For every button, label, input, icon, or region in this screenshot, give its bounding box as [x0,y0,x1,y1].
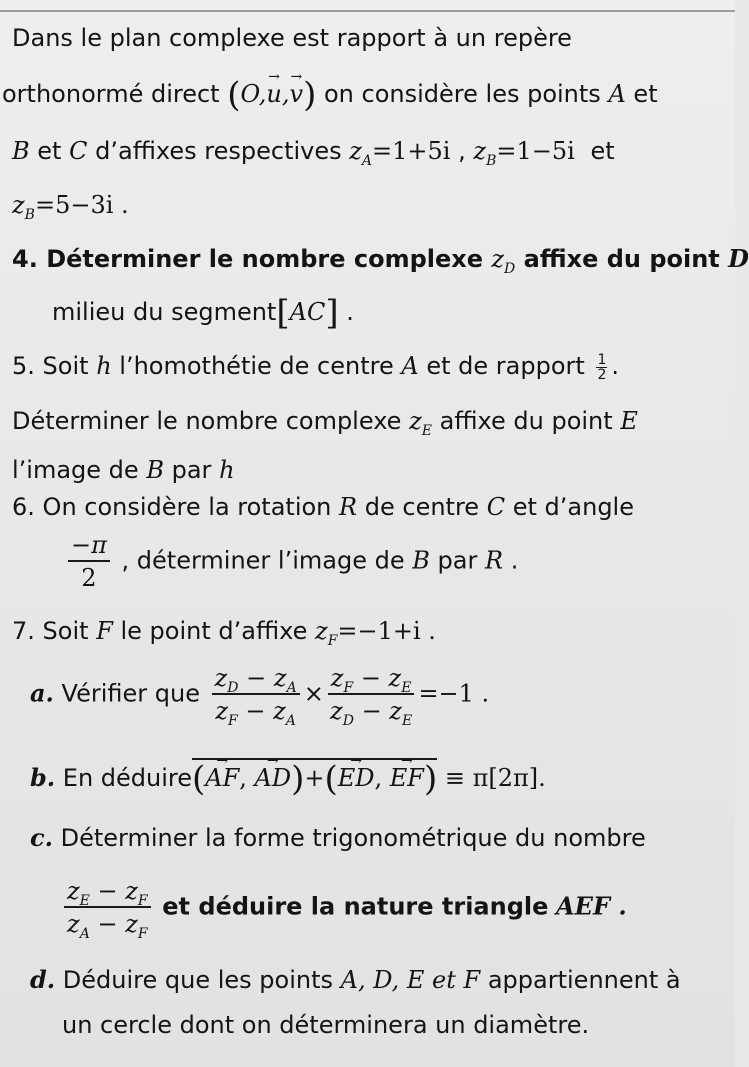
question-number: 4. [12,245,38,273]
question-4-line-1 [12,244,749,277]
vector-u: → u [266,80,281,108]
homothety-h: h [219,456,235,484]
question-text: affixe du point [523,245,720,273]
question-text: un cercle dont on déterminera un diamètre. [62,1011,590,1039]
question-text: Déterminer la forme trigonométrique du nombre [60,824,646,852]
point-F: F [463,966,481,994]
question-number: 5. [12,352,35,380]
question-7b [30,758,546,799]
question-text: l’image de [12,456,139,484]
point-C: C [486,493,506,521]
question-5-line-1: 5. Soit h l’homothétie de centre A et de rapport $\frac{1}{2}$ . [12,351,619,383]
question-text: et de rapport [426,352,585,380]
vector-AD: → AD [255,764,292,792]
question-7c-line-1 [30,824,646,852]
intro-text: on considère les points [324,80,601,108]
question-7d-line-1 [30,966,681,994]
question-text: le point d’affixe [120,617,308,645]
points-list: A, D, E [340,966,425,994]
question-text: Déterminer le nombre complexe [12,407,402,435]
question-6-line-1 [12,493,634,521]
vector-AF: → AF [205,764,239,792]
point-B: B [12,137,30,165]
origin-label: O [240,80,259,108]
sub-question-label: d. [30,965,56,994]
sub-question-label: c. [30,823,53,852]
point-A: A [608,80,626,108]
affix-zD: $z_D$ [491,245,516,277]
question-text: milieu du segment [52,298,277,326]
question-number: 7. [12,617,35,645]
question-text: appartiennent à [487,966,681,994]
question-text: et d’angle [512,493,634,521]
question-number: 6. [12,493,35,521]
fraction-3: $\frac{z_E - z_F}{z_A - z_F}$ [64,878,151,937]
question-text: Déterminer le nombre complexe [46,245,484,273]
punctuation: . [510,546,519,575]
question-7c-line-2 [60,877,627,942]
intro-line-3: B et C d’affixes respectives $z_A=1+5i$ , $z_B=1-5i$ et [12,137,615,169]
question-text: On considère la rotation [42,493,332,521]
point-C: C [69,137,88,165]
question-text: l’homothétie de centre [119,352,394,380]
question-text: et [432,966,456,994]
affix-zB-second: $z_B=5-3i$ . [12,191,129,223]
vector-EF: → EF [390,764,424,792]
point-E: E [620,407,638,435]
affix-zB: $z_B=1-5i$ [473,137,575,169]
fraction-2: $\frac{z_F - z_E}{z_D - z_E}$ [328,665,415,724]
question-7-line-1 [12,617,436,649]
punctuation: . [346,298,354,326]
rotation-R: R [339,493,358,521]
question-text: de centre [364,493,480,521]
question-text: par [437,546,478,575]
question-text: Vérifier que [61,679,200,708]
question-7d-line-2 [62,1011,589,1039]
intro-text: et [590,137,615,165]
angle-sum-expression: (→ AF, → AD)+(→ ED, → EF) [192,758,437,792]
question-5-line-2 [12,407,638,439]
question-7a: a. Vérifier que $\frac{z_D - z_A}{z_F - z_A}$ × $\frac{z_F - z_E}{z_D - z_E}$ =−1 . [30,664,490,729]
result-value: ≡ π[2π]. [444,764,546,792]
question-text: , déterminer l’image de [121,546,405,575]
intro-text: et [633,80,658,108]
intro-text: Dans le plan complexe est rapport à un repère [12,24,572,52]
question-text: affixe du point [439,407,613,435]
question-text: Déduire que les points [62,966,333,994]
ratio-fraction: $\frac{1}{2}$ [597,351,607,383]
vector-v: → v [290,80,304,108]
affix-zF: $z_F=-1+i$ . [315,617,436,649]
intro-line-4 [12,191,129,223]
intro-text: d’affixes respectives [95,137,342,165]
question-text: par [171,456,212,484]
triangle-AEF: AEF . [556,891,627,921]
point-D: D [728,244,749,273]
sub-question-label: a. [30,678,54,708]
question-4-line-2: milieu du segment[AC] . [52,293,354,333]
intro-text: et [37,137,62,165]
affix-zE: $z_E$ [409,407,432,439]
question-text: En déduire [62,764,193,792]
affix-zA: $z_A=1+5i$ [349,137,451,169]
intro-text: orthonormé direct [2,80,220,108]
question-5-line-3 [12,456,235,484]
question-text: Soit [42,617,89,645]
point-F: F [96,617,113,645]
angle-fraction: $\frac{-\pi}{2}$ [68,532,110,591]
point-B: B [146,456,164,484]
question-6-line-2 [64,532,518,591]
segment-AC: AC [289,298,326,326]
point-A: A [401,352,419,380]
point-B: B [412,546,430,575]
result-value: =−1 . [418,679,490,708]
intro-line-2: orthonormé direct (O,→ u,→ v) on considère les points A et [2,80,658,108]
sub-question-label: b. [30,763,56,792]
question-text: et déduire la nature triangle [162,892,549,921]
fraction-1: $\frac{z_D - z_A}{z_F - z_A}$ [212,665,300,724]
top-rule [0,0,735,12]
rotation-R: R [484,546,504,575]
question-text: Soit [42,352,89,380]
vector-ED: → ED [338,764,375,792]
intro-line-1 [12,24,572,52]
homothety-h: h [96,352,112,380]
